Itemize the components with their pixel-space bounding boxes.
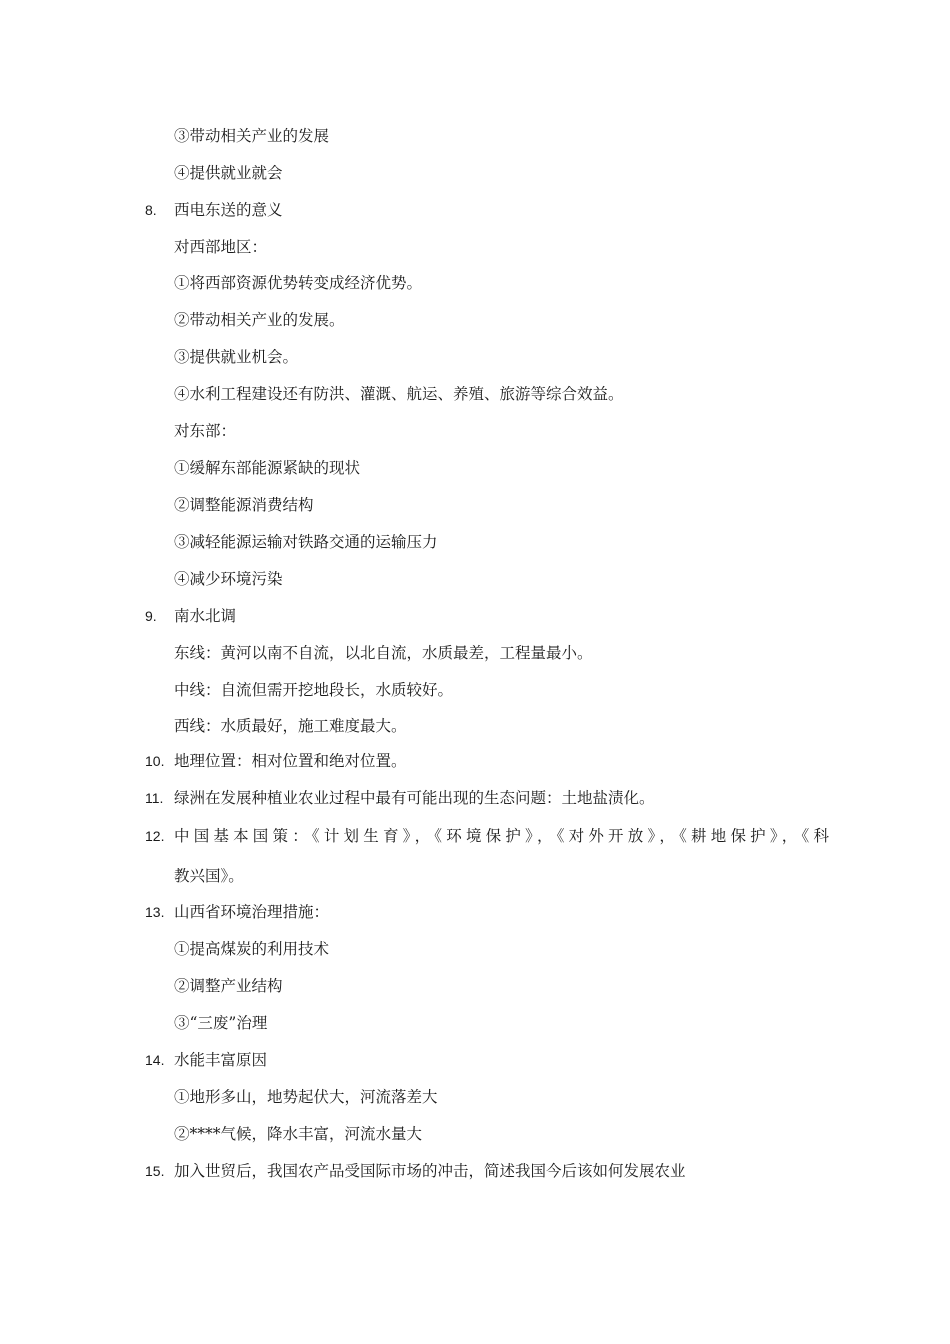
list-item: ②****气候，降水丰富，河流水量大 <box>174 1125 423 1143</box>
list-item: ①提高煤炭的利用技术 <box>174 940 330 958</box>
item-number: 11. <box>145 790 164 806</box>
list-item: ③带动相关产业的发展 <box>174 127 330 145</box>
item-number: 14. <box>145 1052 165 1068</box>
list-item: ③减轻能源运输对铁路交通的运输压力 <box>174 533 438 551</box>
list-item: ④减少环境污染 <box>174 570 283 588</box>
item-number: 8. <box>145 202 157 218</box>
item-number: 13. <box>145 904 165 920</box>
list-item: 加入世贸后，我国农产品受国际市场的冲击，简述我国今后该如何发展农业 <box>174 1162 686 1180</box>
list-item: 绿洲在发展种植业农业过程中最有可能出现的生态问题：土地盐渍化。 <box>174 789 655 807</box>
item-number: 9. <box>145 608 157 624</box>
list-item: 西电东送的意义 <box>174 201 283 219</box>
item-number: 15. <box>145 1163 165 1179</box>
list-item: 山西省环境治理措施： <box>174 903 330 921</box>
list-item: 东线：黄河以南不自流，以北自流，水质最差，工程量最小。 <box>174 644 593 662</box>
list-item: 南水北调 <box>174 607 237 625</box>
item-number: 10. <box>145 753 165 769</box>
list-item: ④水利工程建设还有防洪、灌溉、航运、养殖、旅游等综合效益。 <box>174 385 624 403</box>
list-item: ①将西部资源优势转变成经济优势。 <box>174 274 423 292</box>
list-item: ②带动相关产业的发展。 <box>174 311 345 329</box>
list-item: ②调整产业结构 <box>174 977 283 995</box>
list-item: 水能丰富原因 <box>174 1051 268 1069</box>
list-item: 对西部地区： <box>174 238 268 256</box>
list-item: ③“三废”治理 <box>174 1014 268 1032</box>
list-item: 地理位置：相对位置和绝对位置。 <box>174 752 407 770</box>
list-item: ③提供就业机会。 <box>174 348 299 366</box>
list-item: 对东部： <box>174 422 237 440</box>
list-item: ①缓解东部能源紧缺的现状 <box>174 459 361 477</box>
list-item: ④提供就业就会 <box>174 164 283 182</box>
list-item: ①地形多山，地势起伏大，河流落差大 <box>174 1088 438 1106</box>
list-item: ②调整能源消费结构 <box>174 496 314 514</box>
list-item: 教兴国》。 <box>174 867 244 885</box>
list-item: 中线：自流但需开挖地段长，水质较好。 <box>174 681 454 699</box>
list-item: 西线：水质最好，施工难度最大。 <box>174 717 407 735</box>
list-item: 中国基本国策：《计划生育》，《环境保护》，《对外开放》，《耕地保护》，《科 <box>174 827 834 845</box>
item-number: 12. <box>145 828 165 844</box>
